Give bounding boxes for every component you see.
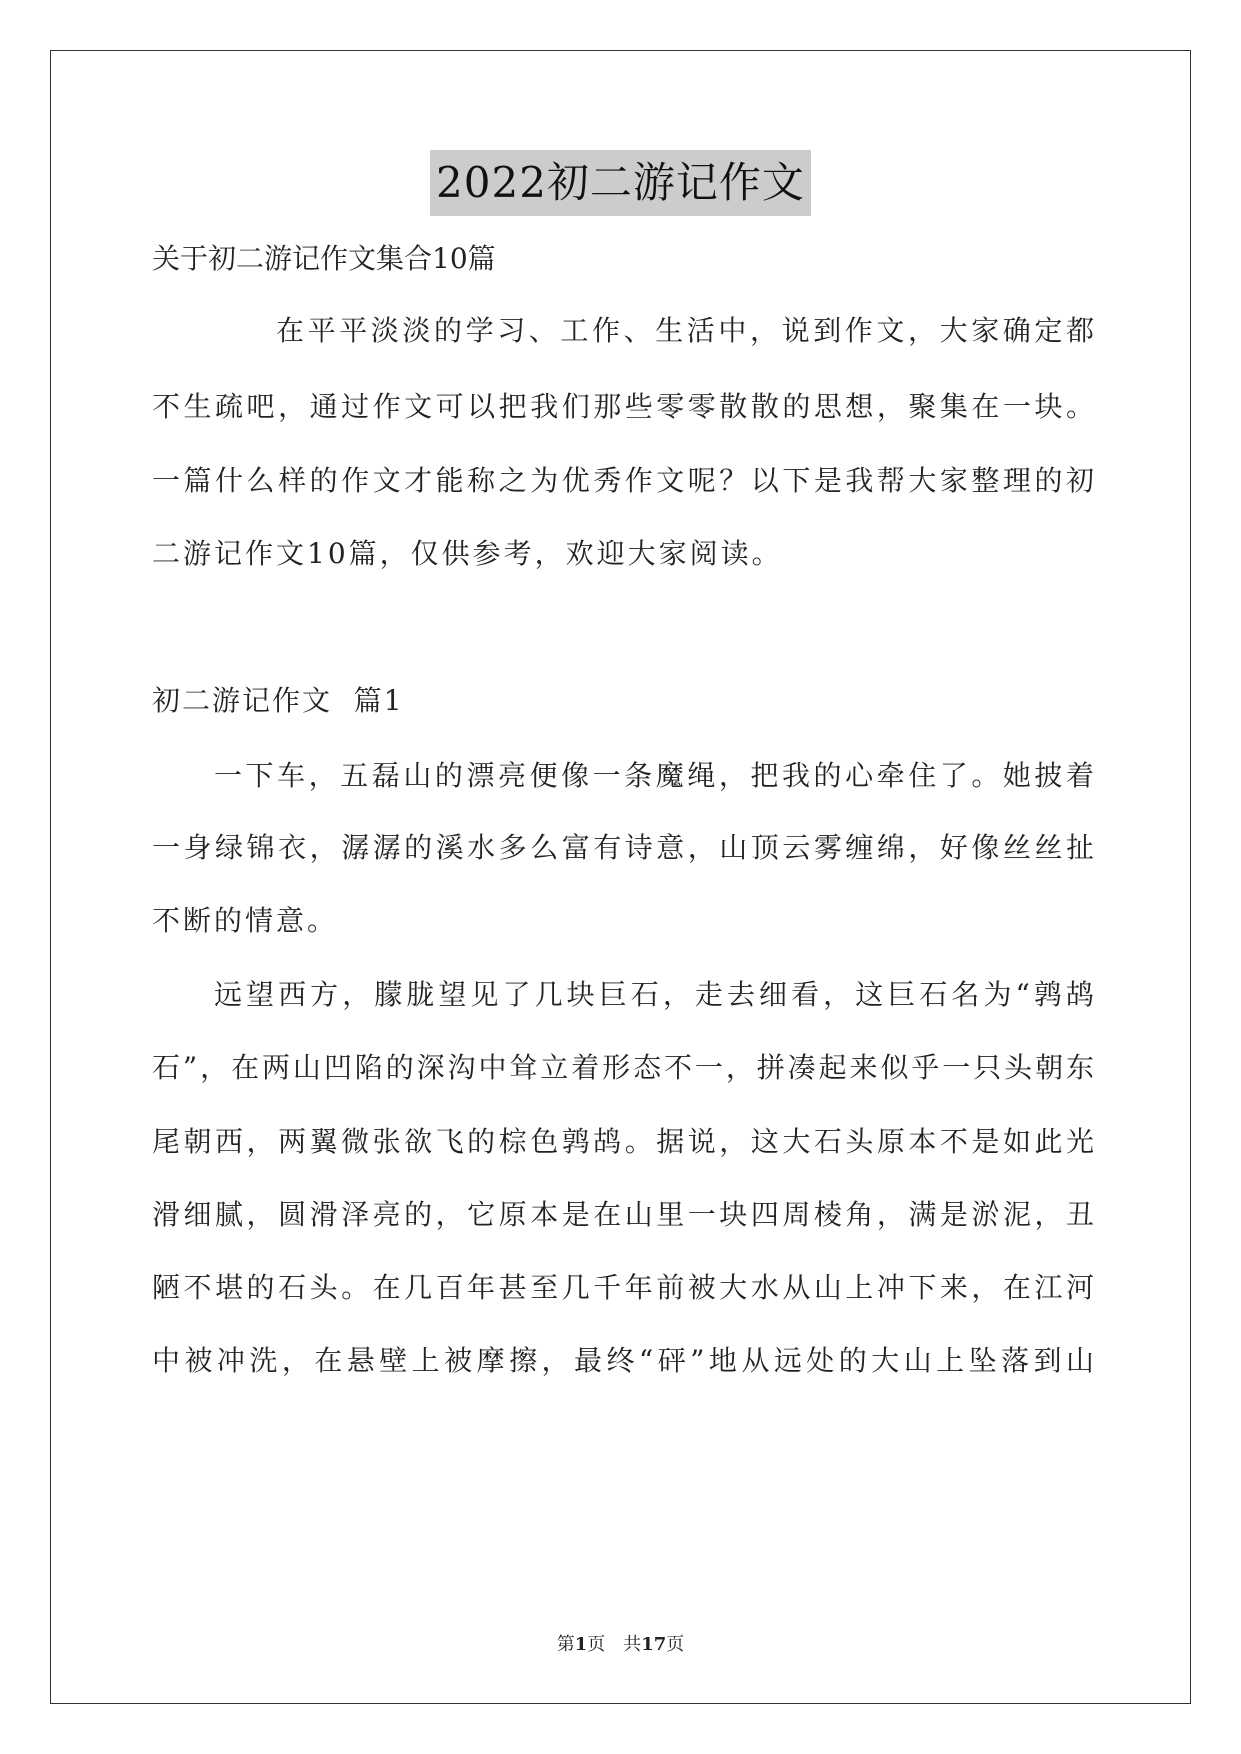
- para2-line-6: 中被冲洗，在悬壁上被摩擦，最终“砰”地从远处的大山上坠落到山: [152, 1344, 1094, 1377]
- page-mid: 页 共: [587, 1634, 642, 1655]
- para1-line-2: 一身绿锦衣，潺潺的溪水多么富有诗意，山顶云雾缠绵，好像丝丝扯: [152, 831, 1094, 864]
- intro-line-1: 在平平淡淡的学习、工作、生活中，说到作文，大家确定都: [276, 314, 1094, 347]
- document-subtitle: 关于初二游记作文集合10篇: [152, 242, 496, 275]
- document-title: 2022初二游记作文: [430, 150, 811, 216]
- page-footer: [0, 1630, 1241, 1656]
- intro-line-4: 二游记作文10篇，仅供参考，欢迎大家阅读。: [152, 537, 783, 570]
- para2-line-2: 石”，在两山凹陷的深沟中耸立着形态不一，拼凑起来似乎一只头朝东: [152, 1051, 1094, 1084]
- intro-line-2: 不生疏吧，通过作文可以把我们那些零零散散的思想，聚集在一块。: [152, 390, 1094, 423]
- para2-line-4: 滑细腻，圆滑泽亮的，它原本是在山里一块四周棱角，满是淤泥，丑: [152, 1198, 1094, 1231]
- page-prefix: 第: [556, 1634, 575, 1655]
- page-border: [50, 50, 1191, 1704]
- page-suffix: 页: [666, 1634, 685, 1655]
- intro-line-3: 一篇什么样的作文才能称之为优秀作文呢？以下是我帮大家整理的初: [152, 464, 1094, 497]
- para2-line-3: 尾朝西，两翼微张欲飞的棕色鹑鸪。据说，这大石头原本不是如此光: [152, 1125, 1094, 1158]
- para1-line-1: 一下车，五磊山的漂亮便像一条魔绳，把我的心牵住了。她披着: [214, 759, 1094, 792]
- para2-line-5: 陋不堪的石头。在几百年甚至几千年前被大水从山上冲下来，在江河: [152, 1271, 1094, 1304]
- para1-line-3: 不断的情意。: [152, 904, 339, 937]
- title-container: [0, 150, 1241, 216]
- page-current: 1: [574, 1634, 588, 1655]
- para2-line-1: 远望西方，朦胧望见了几块巨石，走去细看，这巨石名为“鹑鸪: [214, 978, 1094, 1011]
- page-total: 17: [641, 1634, 667, 1655]
- section-heading: 初二游记作文 篇1: [152, 684, 404, 717]
